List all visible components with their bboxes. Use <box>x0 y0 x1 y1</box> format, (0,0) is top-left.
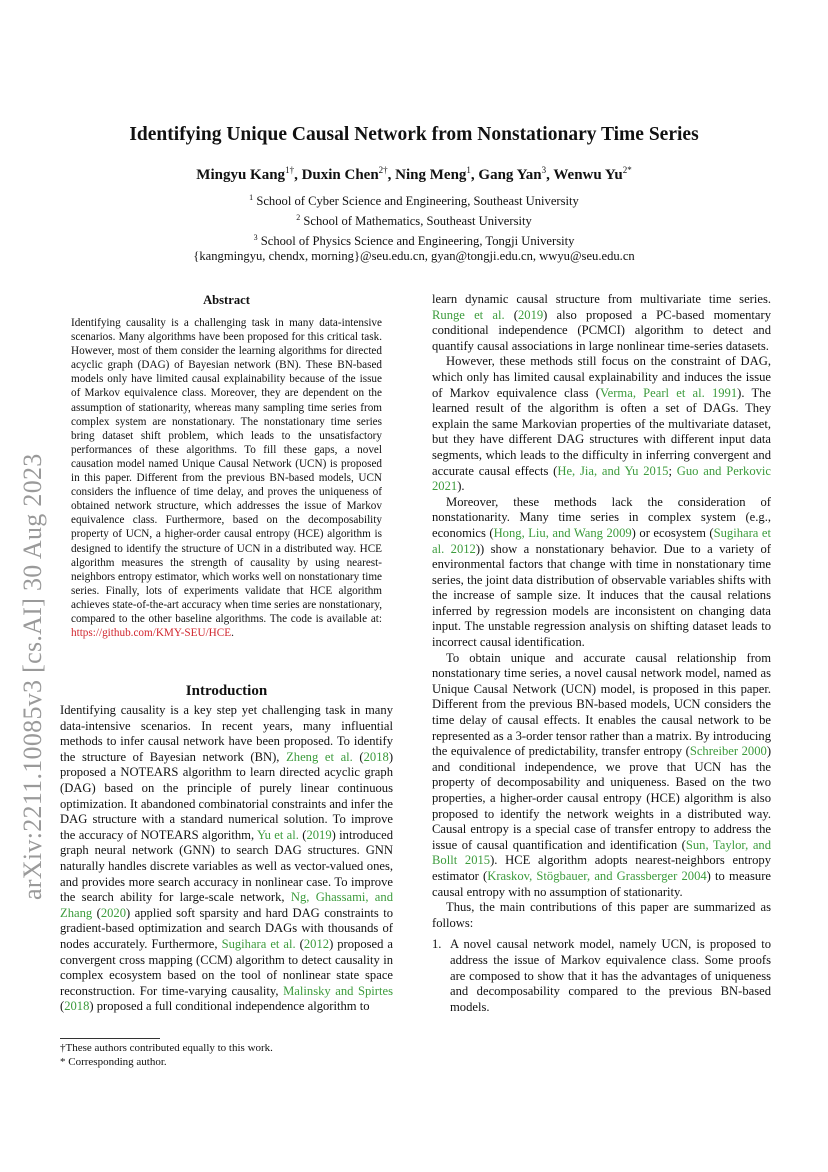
body-text: ; <box>668 463 677 478</box>
intro-paragraph <box>60 703 393 1015</box>
author: Mingyu Kang <box>196 167 286 183</box>
code-link[interactable]: https://github.com/KMY-SEU/HCE <box>71 627 232 640</box>
citation-link[interactable]: Zheng et al. <box>286 749 353 764</box>
citation-link[interactable]: 2018 <box>363 749 389 764</box>
body-text: Identifying causality is a key step yet challenging task in many data-intensive scenarios. In recent years, many influential methods to infer causal network have been proposed. To identify the structure of Bayesian network (BN), <box>60 703 393 764</box>
paragraph <box>432 495 771 651</box>
citation-link[interactable]: Ng, Ghassami, and Zhang <box>60 890 393 920</box>
body-text: ) introduced graph neural network (GNN) to search DAG structures. GNN naturally handles discrete variables as well as vector-valued ones, and provides more search accuracy in nonlinear case. To improve the search ability for large-scale network, <box>60 827 394 905</box>
footnote: * Corresponding author. <box>60 1056 167 1068</box>
citation-link[interactable]: Schreiber 2000 <box>689 744 767 759</box>
paper-title: Identifying Unique Causal Network from Nonstationary Time Series <box>129 124 699 145</box>
body-text: ) or ecosystem ( <box>631 525 714 540</box>
affiliation: $^1$ School of Cyber Science and Engineering, Southeast University <box>249 193 579 209</box>
paragraph <box>432 292 771 354</box>
citation-link[interactable]: Malinsky and Spirtes <box>283 983 393 998</box>
body-text: ) also proposed a PC-based momentary conditional independence (PCMCI) algorithm to detect and quantify causal associations in large nonlinear time-series datasets. <box>432 307 771 353</box>
body-text: ) and conditional independence, we prove that UCN has the property of decomposability and uniqueness. Based on the two properties, a higher-order causal entropy (HCE) algorithm is also proposed to identify the network weights in a distributed way. Causal entropy is a special case of transfer entropy to address the issue of causal quantification and identification ( <box>432 744 772 852</box>
footnotes <box>60 1041 393 1069</box>
body-text: ) proposed a convergent cross mapping (CCM) algorithm to detect causality in complex ecosystem based on the tool of nonlinear state space reconstruction. For time-varying causality, <box>60 936 394 998</box>
body-text: However, these methods still focus on the constraint of DAG, which only has limited causal explainability and induces the issue of Markov equivalence class ( <box>432 354 771 400</box>
author-list: Mingyu Kang$^{1\dagger}$, Duxin Chen$^{2\dagger}$, Ning Meng$^1$, Gang Yan$^3$, Wenwu $Yu^{2*}$ <box>196 165 632 183</box>
citation-link[interactable]: Sugihara et al. <box>221 936 296 951</box>
citation-link[interactable]: 2018 <box>64 999 90 1014</box>
citation-link[interactable]: Sun, Taylor, and Bollt 2015 <box>432 837 771 868</box>
body-text: ) proposed a full conditional independence algorithm to <box>89 999 370 1014</box>
body-text: Moreover, these methods lack the consideration of nonstationarity. Many time series in complex system (e.g., economics ( <box>432 494 771 540</box>
footnote-rule <box>60 1038 160 1039</box>
contribution-list <box>432 937 771 1015</box>
body-text: ( <box>298 827 307 842</box>
citation-link[interactable]: Runge et al. <box>432 307 505 322</box>
citation-link[interactable]: 2020 <box>100 905 127 920</box>
body-text: ) to measure causal entropy with no assumption of stationarity. <box>432 868 771 899</box>
affiliation: $^3$ School of Physics Science and Engineering, Tongji University <box>253 232 575 248</box>
citation-link[interactable]: He, Jia, and Yu 2015 <box>557 463 669 478</box>
author: Ning Meng <box>395 167 467 183</box>
citation-link[interactable]: 2012 <box>303 936 330 951</box>
citation-link[interactable]: Guo and Perkovic 2021 <box>432 463 771 494</box>
email-list: {kangmingyu, chendx, morning}@seu.edu.cn, gyan@tongji.edu.cn, wwyu@seu.edu.cn <box>193 249 635 264</box>
right-column <box>432 292 771 1015</box>
affiliation: $^2$ School of Mathematics, Southeast University <box>296 212 532 228</box>
paragraph <box>60 703 393 1015</box>
body-text: ( <box>295 936 304 951</box>
body-text: ) proposed a NOTEARS algorithm to learn directed acyclic graph (DAG) based on the principle of purely linear continuous optimization. It abandoned combinatorial constraints and infer the DAG structure with a standard numerical solution. To improve the accuracy of NOTEARS algorithm, <box>60 749 394 842</box>
citation-link[interactable]: Kraskov, Stögbauer, and Grassberger 2004 <box>487 868 707 883</box>
author: Gang Yan <box>478 167 542 183</box>
paragraph: Thus, the main contributions of this paper are summarized as follows: <box>432 900 771 930</box>
contribution-item: 1. A novel causal network model, namely UCN, is proposed to address the issue of Markov equivalence class. Some proofs are composed to show that it has the advantages of uniqueness and decomposability compared to the previous BN-based models. <box>432 937 771 1014</box>
body-text: learn dynamic causal structure from multivariate time series. <box>432 292 771 306</box>
citation-link[interactable]: Verma, Pearl et al. 1991 <box>599 385 738 400</box>
citation-link[interactable]: Yu et al. <box>256 827 299 842</box>
body-text: ( <box>60 999 65 1014</box>
body-text: ). The learned result of the algorithm is often a set of DAGs. They explain the same Markovian properties of the multivariate dataset, but they have different DAG structures with different input data segments, which leads to the difficulty in inferring convergent and accurate causal effects ( <box>432 385 772 478</box>
citation-link[interactable]: 2019 <box>306 827 332 842</box>
body-text: ). HCE algorithm adopts nearest-neighbors entropy estimator ( <box>432 853 771 883</box>
author: Duxin Chen <box>301 167 379 183</box>
body-text: ). <box>457 479 465 494</box>
body-text: ( <box>504 307 518 322</box>
body-text: To obtain unique and accurate causal relationship from nonstationary time series, a novel causal network model, named as Unique Causal Network (UCN) model, is proposed in this paper. Different from the previous BN-based models, UCN considers the time delay of causal effects. It enables the causal network to be represented as a 3-order tensor rather than a matrix. By introducing the equivalence of predictability, transfer entropy ( <box>432 650 771 759</box>
footnote: †These authors contributed equally to this work. <box>60 1042 273 1054</box>
section-heading-introduction: Introduction <box>185 683 268 699</box>
abstract-heading: Abstract <box>203 293 250 307</box>
body-text: ( <box>92 905 101 920</box>
citation-link[interactable]: Sugihara et al. 2012 <box>432 525 771 556</box>
citation-link[interactable]: 2019 <box>517 307 544 322</box>
body-text: ) applied soft sparsity and hard DAG constraints to gradient-based optimization and search DAGs with thousands of nodes accurately. Furthermore, <box>60 905 394 951</box>
body-text: )) show a nonstationary behavior. Due to a variety of environmental factors that change with time in nonstationary time series, the joint data distribution of observable variables shifts with the increase of sample size. It induces that the causal relations inferred by regression models are inconsistent on changing data input. The unstable regression analysis on shifting dataset leads to incorrect causal identification. <box>432 541 771 650</box>
paragraph <box>432 651 771 901</box>
arxiv-identifier: arXiv:2211.10085v3 [cs.AI] 30 Aug 2023 <box>18 453 47 900</box>
paragraph <box>432 354 771 494</box>
body-text: ( <box>352 749 364 764</box>
author: Wenwu Yu <box>553 167 623 183</box>
affiliations <box>60 190 768 265</box>
abstract-body: Identifying causality is a challenging task in many data-intensive scenarios. Many algorithms have been proposed for this critical task. However, most of them consider the learning algorithms for directed acyclic graph (DAG) of Bayesian network (BN). These BN-based models only have limited causal explainability because of the issue of Markov equivalence class. Moreover, they are dependent on the assumption of stationarity, whereas many sampling time series from complex system are nonstationary. The nonstationary time series bring dataset shift problem, which leads to the unsatisfactory performances of these algorithms. To fill these gaps, a novel causation model named Unique Causal Network (UCN) is proposed in this paper. Different from the previous BN-based models, UCN considers the influence of time delay, and proves the uniqueness of obtained network structure, which addresses the issue of Markov equivalence class. Furthermore, based on the decomposability property of UCN, a higher-order causal entropy (HCE) algorithm is designed to identify the structure of UCN in a distributed way. HCE algorithm measures the strength of causality by using nearest-neighbors entropy estimator, which works well on nonstationary time series. Finally, lots of experiments validate that HCE algorithm achieves state-of-the-art accuracy when time series are nonstationary, compared to the other baseline algorithms. The code is available at: https://github.com/KMY-SEU/HCE. <box>71 317 382 640</box>
citation-link[interactable]: Hong, Liu, and Wang 2009 <box>493 525 632 540</box>
